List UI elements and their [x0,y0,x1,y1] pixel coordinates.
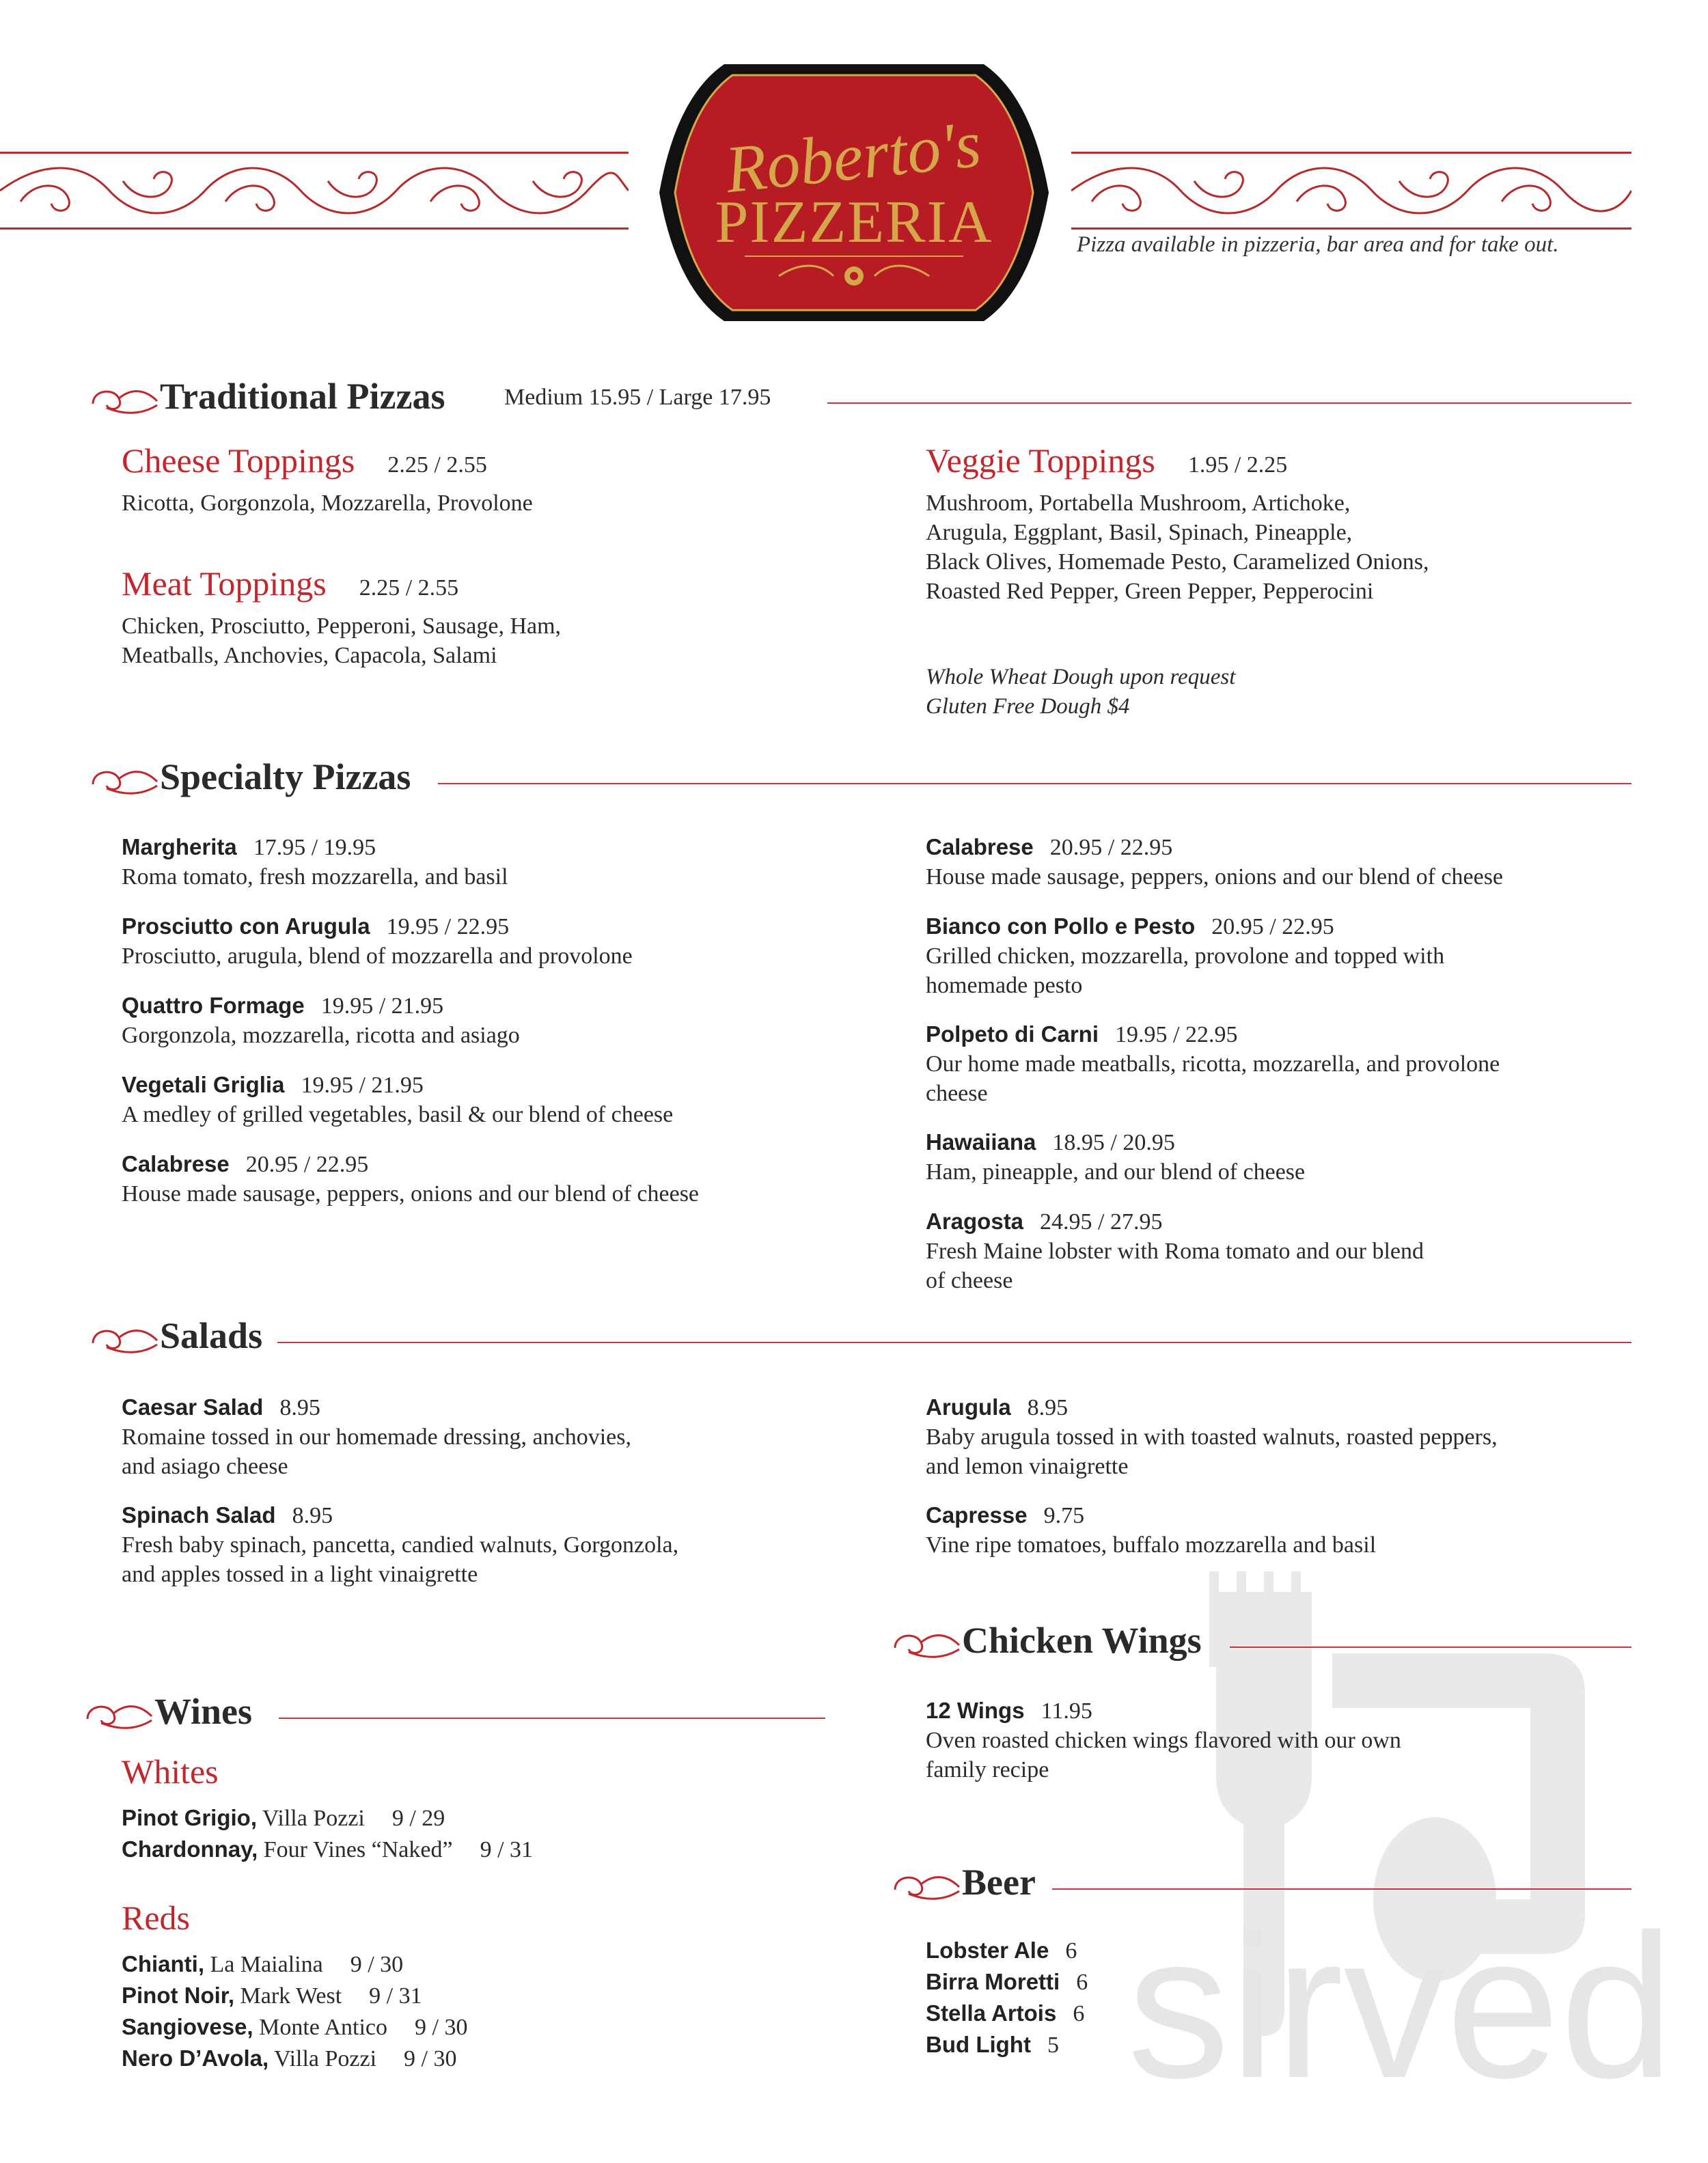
veggie-toppings-list-2: Arugula, Eggplant, Basil, Spinach, Pineapple, [926,520,1353,545]
section-title: Wines [154,1691,253,1732]
specialty-item-hawaiiana: Hawaiiana 18.95 / 20.95 Ham, pineapple, and our blend of cheese [926,1129,1306,1185]
reds-heading: Reds [122,1899,190,1937]
section-rule [279,1718,825,1719]
specialty-item-prosciutto: Prosciutto con Arugula 19.95 / 22.95 Prosciutto, arugula, blend of mozzarella and provolone [122,913,633,969]
pizzeria-logo [649,56,1059,329]
section-title: Chicken Wings [962,1620,1202,1661]
cheese-toppings-price: 2.25 / 2.55 [387,452,487,478]
wine-item: Pinot Noir, Mark West 9 / 31 [122,1983,422,2009]
swirl-ornament-icon [888,1864,963,1905]
section-salads [86,1312,1631,1360]
section-rule [438,783,1631,784]
cheese-toppings-list: Ricotta, Gorgonzola, Mozzarella, Provolone [122,491,533,516]
cheese-toppings-heading [122,441,487,480]
section-rule [277,1342,1631,1343]
meat-toppings-price: 2.25 / 2.55 [359,575,459,601]
specialty-item-calabrese-right: Calabrese 20.95 / 22.95 House made sausage, peppers, onions and our blend of cheese [926,834,1504,890]
veggie-toppings-price: 1.95 / 2.25 [1187,452,1288,478]
wine-item: Chianti, La Maialina 9 / 30 [122,1951,404,1977]
specialty-item-aragosta: Aragosta 24.95 / 27.95 Fresh Maine lobster with Roma tomato and our blend of cheese [926,1209,1424,1293]
wine-item: Sangiovese, Monte Antico 9 / 30 [122,2014,468,2040]
swirl-ornament-icon [81,1693,156,1734]
salad-item-spinach: Spinach Salad 8.95 Fresh baby spinach, pancetta, candied walnuts, Gorgonzola, and apples tossed in a light vinaigrette [122,1502,679,1587]
size-prices: Medium 15.95 / Large 17.95 [504,385,771,410]
whites-heading: Whites [122,1752,219,1791]
meat-toppings-list-2: Meatballs, Anchovies, Capacola, Salami [122,643,497,668]
veggie-toppings-list-1: Mushroom, Portabella Mushroom, Artichoke, [926,491,1351,516]
specialty-item-margherita: Margherita 17.95 / 19.95 Roma tomato, fresh mozzarella, and basil [122,834,508,890]
wine-item: Nero D’Avola, Villa Pozzi 9 / 30 [122,2045,457,2071]
svg-text:Roberto's: Roberto's [721,107,984,208]
meat-toppings-list-1: Chicken, Prosciutto, Pepperoni, Sausage, Ham, [122,614,562,639]
salad-item-caesar: Caesar Salad 8.95 Romaine tossed in our homemade dressing, anchovies, and asiago cheese [122,1394,631,1479]
wings-item: 12 Wings 11.95 Oven roasted chicken wings flavored with our own family recipe [926,1698,1401,1782]
specialty-item-quattro: Quattro Formage 19.95 / 21.95 Gorgonzola, mozzarella, ricotta and asiago [122,993,520,1048]
flourish-band-right [1071,152,1631,230]
section-rule [1230,1647,1631,1648]
salad-item-arugula: Arugula 8.95 Baby arugula tossed in with toasted walnuts, roasted peppers, and lemon vinaigrette [926,1394,1498,1479]
beer-item: Birra Moretti 6 [926,1969,1088,1995]
section-title: Specialty Pizzas [160,756,411,797]
beer-item: Lobster Ale 6 [926,1938,1077,1964]
section-rule [1052,1888,1631,1890]
swirl-ornament-icon [888,1622,963,1663]
section-title: Traditional Pizzas [160,376,445,417]
section-chicken-wings [888,1616,1631,1664]
veggie-toppings-list-3: Black Olives, Homemade Pesto, Caramelized Onions, [926,549,1429,575]
beer-item: Bud Light 5 [926,2032,1059,2058]
svg-text:PIZZERIA: PIZZERIA [715,189,993,256]
watermark-text: sirved [1127,1891,1675,2091]
beer-item: Stella Artois 6 [926,2000,1085,2026]
section-traditional-pizzas [86,372,1631,420]
specialty-item-calabrese-left: Calabrese 20.95 / 22.95 House made sausage, peppers, onions and our blend of cheese [122,1151,700,1207]
cheese-toppings-name: Cheese Toppings [122,441,355,480]
specialty-item-polpeto: Polpeto di Carni 19.95 / 22.95 Our home made meatballs, ricotta, mozzarella, and provolone cheese [926,1021,1500,1106]
section-title: Salads [160,1315,263,1356]
veggie-toppings-list-4: Roasted Red Pepper, Green Pepper, Pepperocini [926,579,1374,604]
veggie-toppings-heading [926,441,1287,480]
meat-toppings-name: Meat Toppings [122,564,327,603]
section-rule [827,402,1631,404]
dough-note-1: Whole Wheat Dough upon request [926,665,1236,689]
section-beer [888,1858,1631,1906]
swirl-ornament-icon [86,758,161,799]
specialty-item-bianco: Bianco con Pollo e Pesto 20.95 / 22.95 Grilled chicken, mozzarella, provolone and topped with homemade pesto [926,913,1445,998]
dough-note-2: Gluten Free Dough $4 [926,694,1130,719]
meat-toppings-heading [122,564,458,603]
section-title: Beer [962,1862,1036,1903]
tagline: Pizza available in pizzeria, bar area and for take out. [1077,232,1559,257]
section-wines [81,1687,825,1735]
wine-item: Chardonnay, Four Vines “Naked” 9 / 31 [122,1836,534,1862]
sirved-watermark [1107,1489,1694,2091]
swirl-ornament-icon [86,378,161,419]
section-specialty-pizzas [86,753,1631,801]
swirl-ornament-icon [86,1317,161,1358]
veggie-toppings-name: Veggie Toppings [926,441,1155,480]
wine-item: Pinot Grigio, Villa Pozzi 9 / 29 [122,1805,445,1831]
flourish-band-left [0,152,629,230]
specialty-item-vegetali: Vegetali Griglia 19.95 / 21.95 A medley of grilled vegetables, basil & our blend of cheese [122,1072,674,1127]
salad-item-capresse: Capresse 9.75 Vine ripe tomatoes, buffalo mozzarella and basil [926,1502,1377,1558]
